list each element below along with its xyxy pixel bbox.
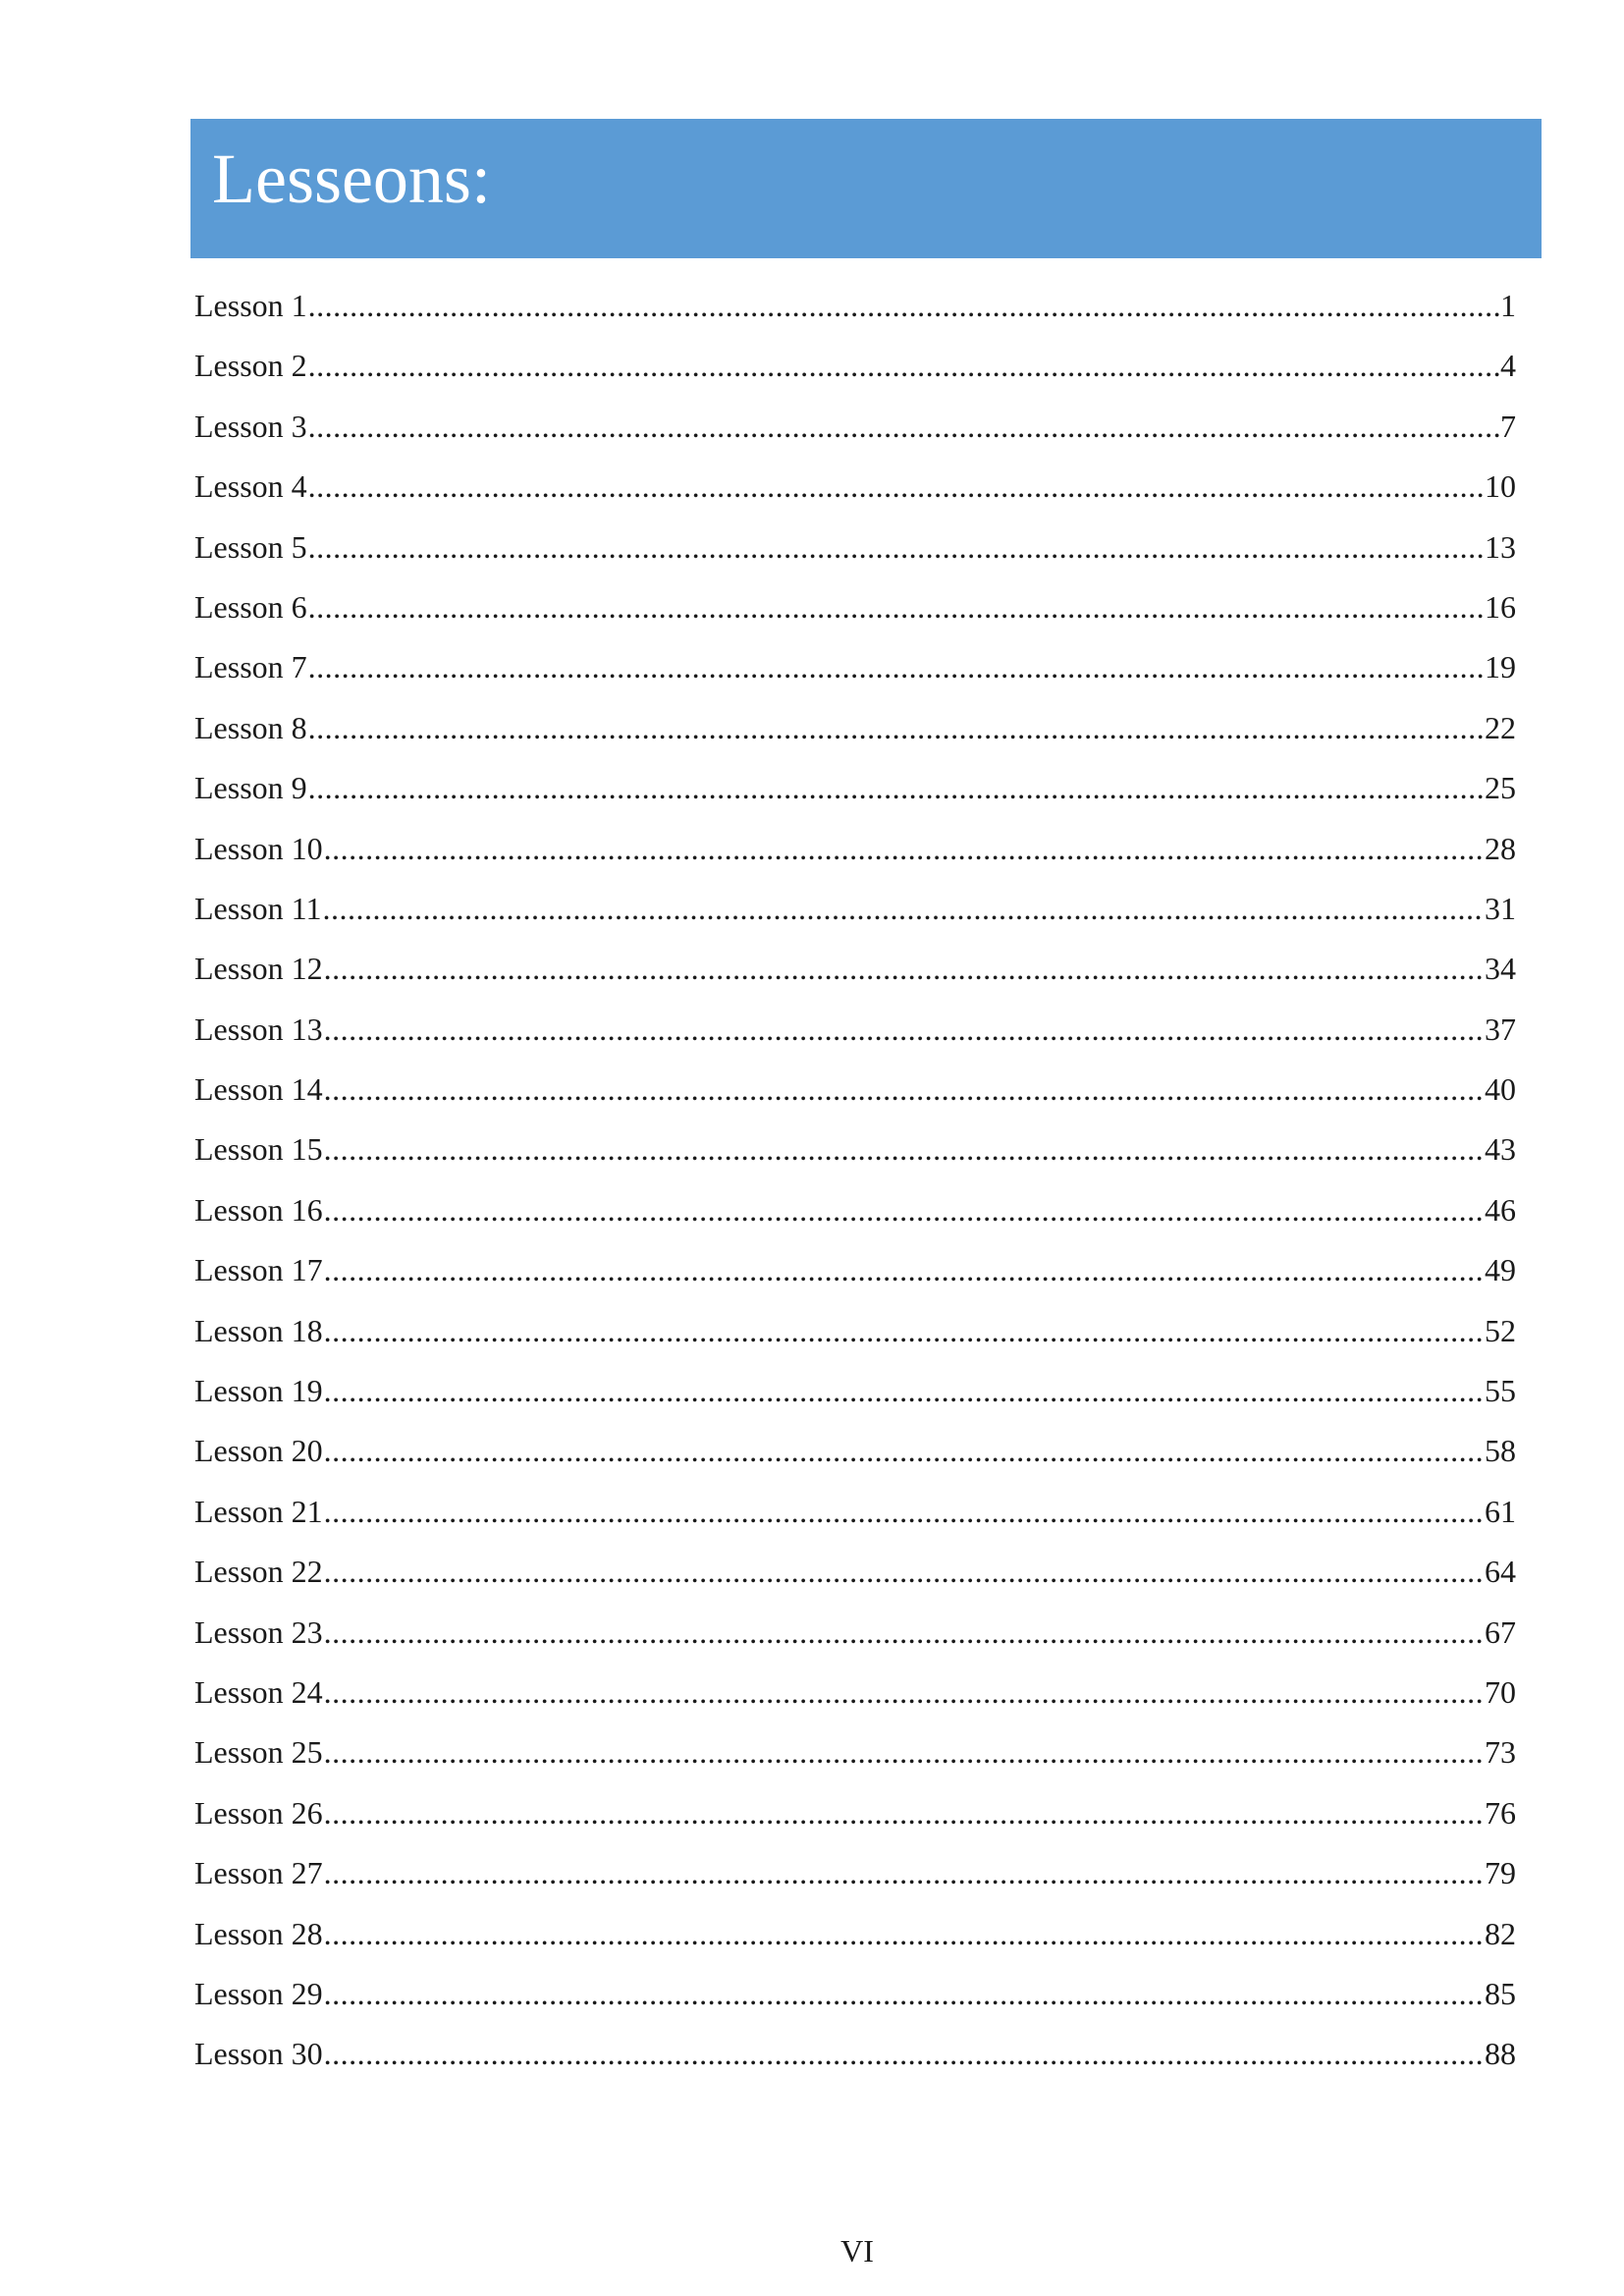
toc-entry[interactable] xyxy=(194,462,1516,521)
toc-dot-leader xyxy=(308,522,1484,572)
toc-entry[interactable] xyxy=(194,1547,1516,1607)
title-banner xyxy=(190,119,1542,258)
toc-dot-leader xyxy=(308,462,1484,511)
toc-entry[interactable] xyxy=(194,1366,1516,1426)
toc-entry[interactable] xyxy=(194,582,1516,642)
toc-entry-label: Lesson 5 xyxy=(194,528,307,565)
toc-dot-leader xyxy=(324,1366,1484,1415)
toc-entry-page-number: 79 xyxy=(1485,1855,1516,1891)
toc-dot-leader xyxy=(324,1909,1484,1958)
toc-entry-page-number: 16 xyxy=(1485,588,1516,625)
toc-entry-page-number: 67 xyxy=(1485,1613,1516,1650)
toc-entry-page-number: 37 xyxy=(1485,1011,1516,1047)
toc-entry[interactable] xyxy=(194,703,1516,763)
toc-entry-page-number: 43 xyxy=(1485,1131,1516,1168)
toc-dot-leader xyxy=(324,1788,1484,1837)
toc-entry-page-number: 13 xyxy=(1485,528,1516,565)
toc-dot-leader xyxy=(324,944,1484,993)
toc-entry-page-number: 19 xyxy=(1485,649,1516,685)
toc-entry-label: Lesson 16 xyxy=(194,1191,323,1228)
toc-entry[interactable] xyxy=(194,402,1516,462)
toc-entry-page-number: 64 xyxy=(1485,1554,1516,1590)
toc-entry-page-number: 31 xyxy=(1485,890,1516,926)
toc-entry-label: Lesson 30 xyxy=(194,2036,323,2072)
toc-dot-leader xyxy=(324,1667,1484,1717)
toc-entry-page-number: 61 xyxy=(1485,1493,1516,1529)
toc-entry-label: Lesson 8 xyxy=(194,709,307,745)
toc-dot-leader xyxy=(324,1065,1484,1114)
page-number: VI xyxy=(840,2233,874,2269)
toc-entry-page-number: 73 xyxy=(1485,1734,1516,1771)
toc-entry-label: Lesson 28 xyxy=(194,1915,323,1951)
toc-entry-label: Lesson 29 xyxy=(194,1975,323,2011)
toc-dot-leader xyxy=(324,1426,1484,1475)
toc-entry[interactable] xyxy=(194,1185,1516,1245)
toc-entry-label: Lesson 21 xyxy=(194,1493,323,1529)
toc-entry-page-number: 46 xyxy=(1485,1191,1516,1228)
toc-dot-leader xyxy=(324,1124,1484,1174)
toc-entry[interactable] xyxy=(194,1909,1516,1969)
toc-dot-leader xyxy=(308,281,1499,330)
toc-entry[interactable] xyxy=(194,1667,1516,1727)
toc-dot-leader xyxy=(324,1306,1484,1355)
toc-entry-page-number: 22 xyxy=(1485,709,1516,745)
toc-entry-page-number: 7 xyxy=(1500,408,1516,444)
toc-entry-page-number: 52 xyxy=(1485,1312,1516,1348)
toc-dot-leader xyxy=(308,402,1499,451)
toc-dot-leader xyxy=(308,703,1484,752)
toc-entry-page-number: 88 xyxy=(1485,2036,1516,2072)
toc-entry[interactable] xyxy=(194,1124,1516,1184)
toc-entry-label: Lesson 20 xyxy=(194,1433,323,1469)
toc-entry-label: Lesson 6 xyxy=(194,588,307,625)
toc-entry-label: Lesson 1 xyxy=(194,288,307,323)
toc-dot-leader xyxy=(324,1608,1484,1657)
toc-entry[interactable] xyxy=(194,1245,1516,1305)
toc-entry-label: Lesson 27 xyxy=(194,1855,323,1891)
toc-entry-label: Lesson 24 xyxy=(194,1673,323,1710)
toc-entry[interactable] xyxy=(194,1969,1516,2029)
toc-entry-page-number: 76 xyxy=(1485,1794,1516,1831)
toc-entry-page-number: 4 xyxy=(1500,348,1516,384)
toc-dot-leader xyxy=(324,1245,1484,1294)
toc-entry-label: Lesson 13 xyxy=(194,1011,323,1047)
toc-dot-leader xyxy=(324,1969,1484,2018)
toc-entry[interactable] xyxy=(194,1727,1516,1787)
toc-entry-page-number: 70 xyxy=(1485,1673,1516,1710)
toc-dot-leader xyxy=(324,1547,1484,1596)
toc-entry-label: Lesson 23 xyxy=(194,1613,323,1650)
toc-entry[interactable] xyxy=(194,824,1516,884)
toc-dot-leader xyxy=(324,1727,1484,1777)
toc-dot-leader xyxy=(324,2029,1484,2078)
toc-dot-leader xyxy=(322,884,1484,933)
toc-entry-label: Lesson 4 xyxy=(194,468,307,505)
toc-entry-label: Lesson 9 xyxy=(194,770,307,806)
toc-entry[interactable] xyxy=(194,1848,1516,1908)
toc-entry-label: Lesson 18 xyxy=(194,1312,323,1348)
toc-entry[interactable] xyxy=(194,1487,1516,1547)
toc-entry-page-number: 49 xyxy=(1485,1252,1516,1288)
toc-entry-page-number: 55 xyxy=(1485,1373,1516,1409)
toc-dot-leader xyxy=(324,1487,1484,1536)
toc-entry-label: Lesson 15 xyxy=(194,1131,323,1168)
toc-entry[interactable] xyxy=(194,1788,1516,1848)
toc-entry[interactable] xyxy=(194,1306,1516,1366)
toc-entry[interactable] xyxy=(194,884,1516,944)
toc-entry[interactable] xyxy=(194,1065,1516,1124)
toc-entry-label: Lesson 3 xyxy=(194,408,307,444)
toc-entry-page-number: 85 xyxy=(1485,1975,1516,2011)
toc-dot-leader xyxy=(308,341,1499,390)
toc-entry-page-number: 10 xyxy=(1485,468,1516,505)
toc-entry-label: Lesson 7 xyxy=(194,649,307,685)
toc-entry[interactable] xyxy=(194,1608,1516,1667)
toc-entry-label: Lesson 11 xyxy=(194,890,322,926)
toc-entry[interactable] xyxy=(194,944,1516,1004)
toc-entry-label: Lesson 26 xyxy=(194,1794,323,1831)
toc-entry[interactable] xyxy=(194,341,1516,401)
toc-entry-label: Lesson 2 xyxy=(194,348,307,384)
toc-dot-leader xyxy=(308,582,1484,631)
toc-entry[interactable] xyxy=(194,1426,1516,1486)
toc-entry-label: Lesson 25 xyxy=(194,1734,323,1771)
toc-entry-label: Lesson 19 xyxy=(194,1373,323,1409)
toc-entry[interactable] xyxy=(194,522,1516,582)
toc-entry-page-number: 25 xyxy=(1485,770,1516,806)
toc-entry-page-number: 34 xyxy=(1485,951,1516,987)
toc-entry-page-number: 1 xyxy=(1500,288,1516,323)
toc-entry-page-number: 58 xyxy=(1485,1433,1516,1469)
toc-dot-leader xyxy=(324,1848,1484,1897)
table-of-contents xyxy=(194,281,1516,2090)
toc-entry-page-number: 40 xyxy=(1485,1071,1516,1108)
toc-entry-label: Lesson 14 xyxy=(194,1071,323,1108)
toc-entry-page-number: 82 xyxy=(1485,1915,1516,1951)
toc-entry[interactable] xyxy=(194,1005,1516,1065)
page-title: Lesseons: xyxy=(212,139,491,218)
toc-entry-label: Lesson 17 xyxy=(194,1252,323,1288)
toc-entry[interactable] xyxy=(194,642,1516,702)
toc-entry[interactable] xyxy=(194,281,1516,341)
toc-entry-label: Lesson 12 xyxy=(194,951,323,987)
toc-dot-leader xyxy=(324,824,1484,873)
toc-entry-label: Lesson 22 xyxy=(194,1554,323,1590)
toc-dot-leader xyxy=(324,1005,1484,1054)
toc-dot-leader xyxy=(324,1185,1484,1234)
toc-entry-page-number: 28 xyxy=(1485,830,1516,866)
toc-dot-leader xyxy=(308,642,1484,691)
toc-dot-leader xyxy=(308,763,1484,812)
toc-entry[interactable] xyxy=(194,2029,1516,2089)
toc-entry[interactable] xyxy=(194,763,1516,823)
toc-entry-label: Lesson 10 xyxy=(194,830,323,866)
